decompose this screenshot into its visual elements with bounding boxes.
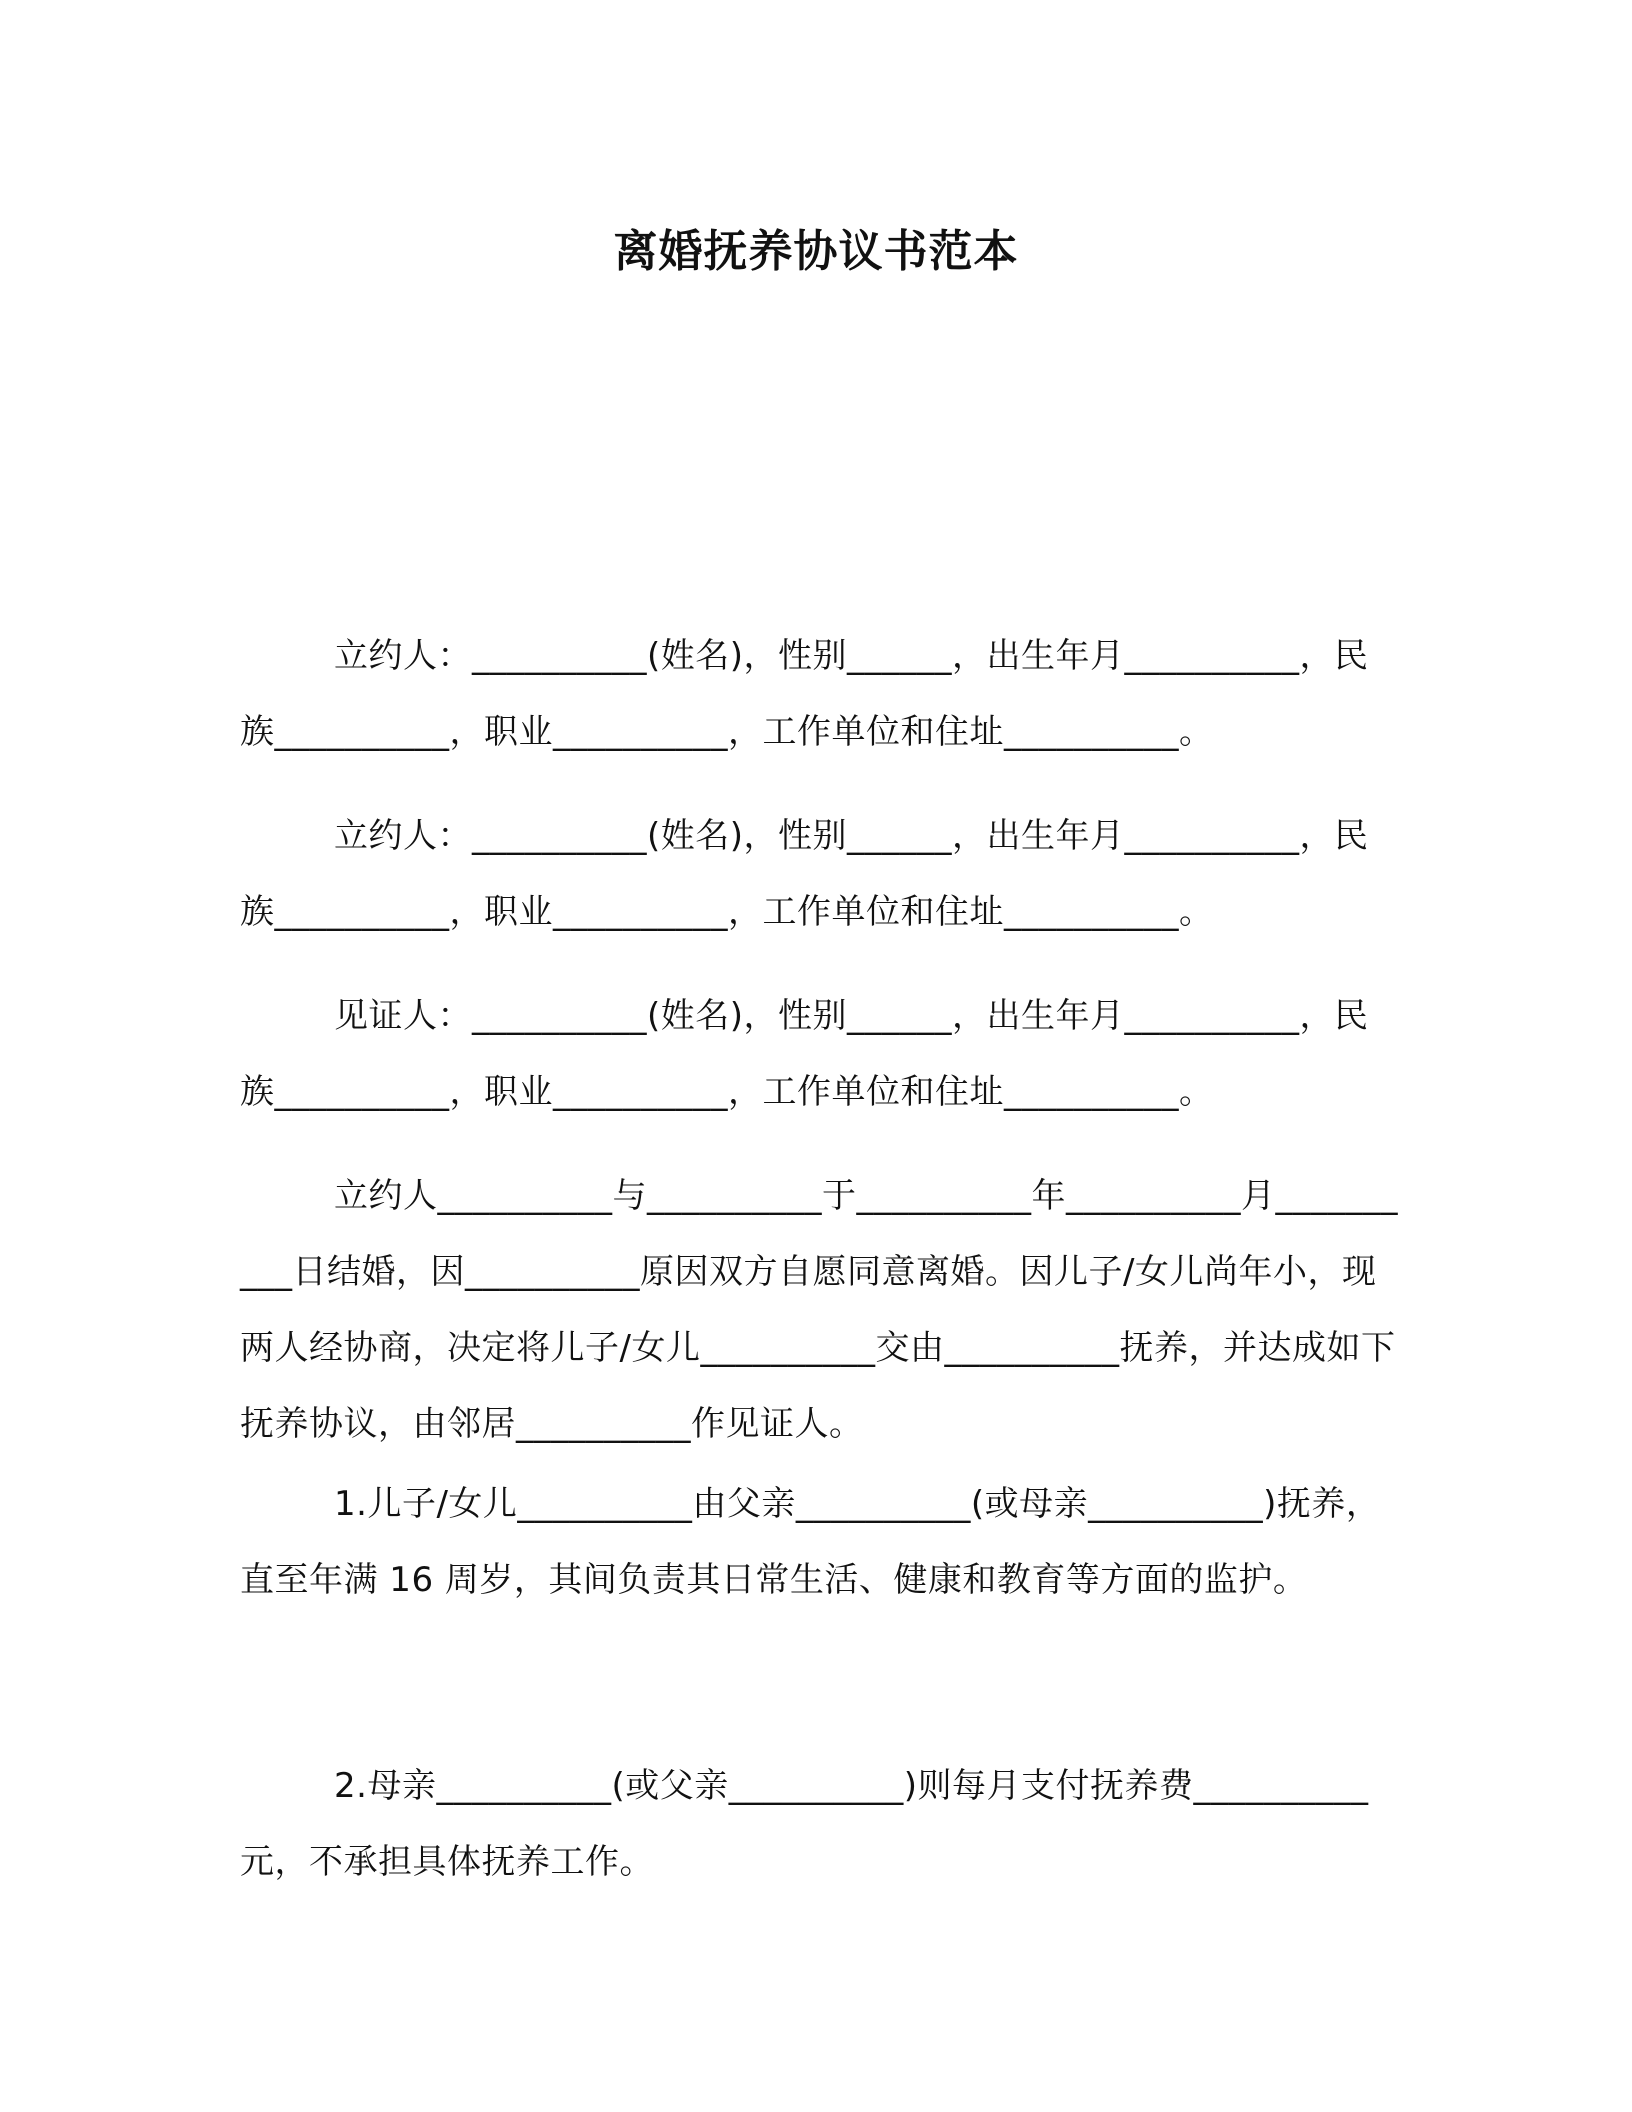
party-b-info-paragraph: 立约人：__________(姓名)，性别______，出生年月__________，民族__________，职业__________，工作单位和住址__________。 [240,816,1369,932]
clause-2-paragraph: 2.母亲__________(或父亲__________)则每月支付抚养费__________元，不承担具体抚养工作。 [240,1766,1369,1882]
clause-1-paragraph: 1.儿子/女儿__________由父亲__________(或母亲__________)抚养，直至年满 16 周岁，其间负责其日常生活、健康和教育等方面的监护。 [240,1484,1381,1600]
document-title: 离婚抚养协议书范本 [613,226,1019,277]
witness-info-paragraph: 见证人：__________(姓名)，性别______，出生年月__________，民族__________，职业__________，工作单位和住址__________。 [240,996,1369,1112]
agreement-background-paragraph: 立约人__________与__________于__________年__________月__________日结婚，因__________原因双方自愿同意离婚。因儿子/女儿尚年小，现两人经协商，决定将儿子/女儿__________交由__________抚养，并达成如下抚养协议，由邻居__________作见证人。 [240,1176,1398,1444]
party-a-info-paragraph: 立约人：__________(姓名)，性别______，出生年月__________，民族__________，职业__________，工作单位和住址__________。 [240,636,1369,752]
